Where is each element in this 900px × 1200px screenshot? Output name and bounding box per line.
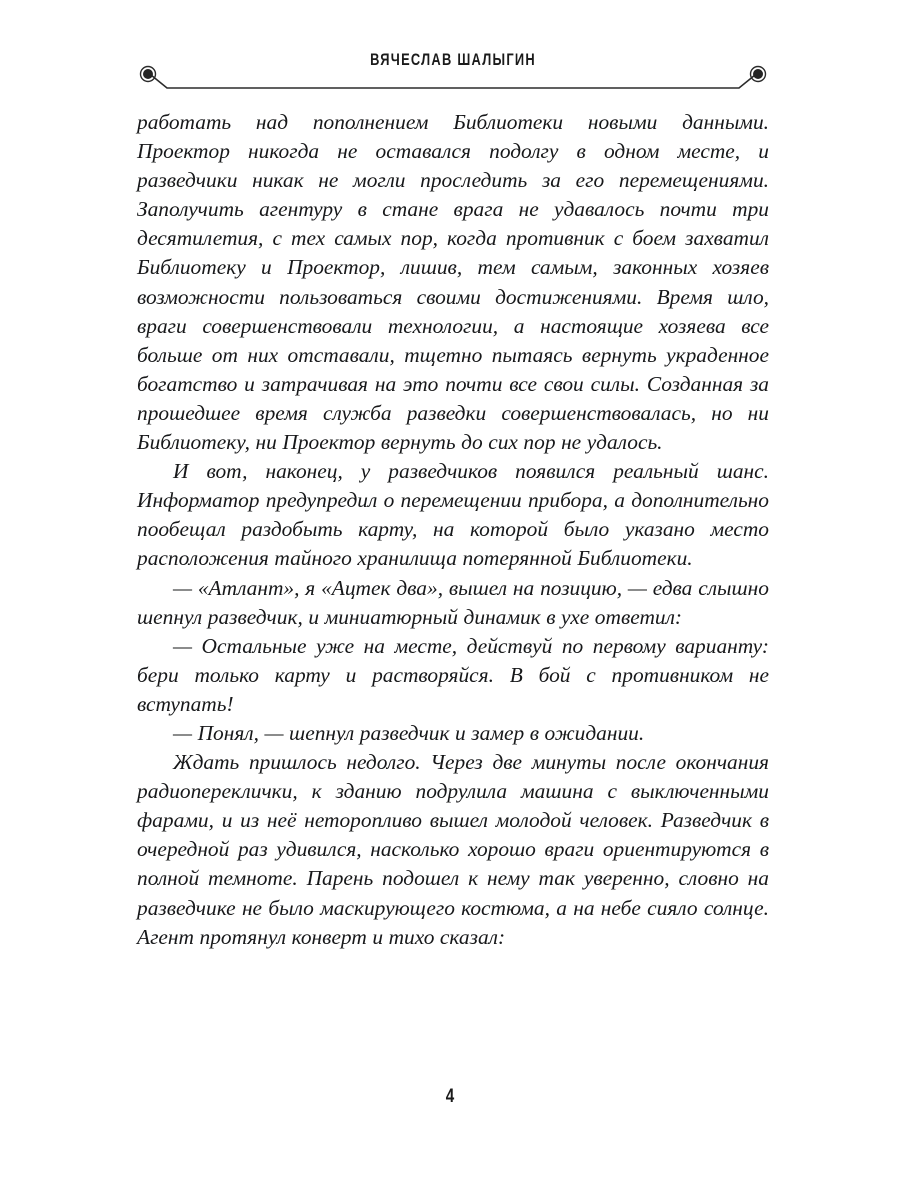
- header-left-dot-icon: [143, 69, 153, 79]
- paragraph: И вот, наконец, у разведчиков появился реальный шанс. Информатор предупредил о перемещении прибора, а дополнительно пообещал раздобыть карту, на которой было указано место расположения тайного хранилища потерянной Библиотеки.: [137, 459, 769, 571]
- paragraph-dialogue: — Остальные уже на месте, действуй по первому варианту: бери только карту и растворяйся. В бой с противником не вступать!: [137, 633, 769, 716]
- paragraph: работать над пополнением Библиотеки новыми данными. Проектор никогда не оставался подолгу в одном месте, и разведчики никак не могли проследить за его перемещениями. Заполучить агентуру в стане врага не удавалось почти три десятилетия, с тех самых пор, когда противник с боем захватил Библиотеку и Проектор, лишив, тем самым, законных хозяев возможности пользоваться своими достижениями. Время шло, враги совершенствовали технологии, а настоящие хозяева все больше от них отставали, тщетно пытаясь вернуть украденное богатство и затрачивая на это почти все свои силы. Созданная за прошедшее время служба разведки совершенствовалась, но ни Библиотеку, ни Проектор вернуть до сих пор не удалось.: [137, 110, 769, 455]
- paragraph-dialogue: — «Атлант», я «Ацтек два», вышел на позицию, — едва слышно шепнул разведчик, и миниатюрный динамик в ухе ответил:: [137, 575, 769, 629]
- paragraph-dialogue: — Понял, — шепнул разведчик и замер в ожидании.: [173, 720, 645, 745]
- header-right-dot-icon: [753, 69, 763, 79]
- page-number: 4: [445, 1086, 455, 1107]
- running-head: [137, 50, 769, 94]
- author-running-title: ВЯЧЕСЛАВ ШАЛЫГИН: [370, 51, 536, 69]
- body-text-block: [137, 108, 769, 952]
- paragraph: Ждать пришлось недолго. Через две минуты после окончания радиопереклички, к зданию подрулила машина с выключенными фарами, и из неё неторопливо вышел молодой человек. Разведчик в очередной раз удивился, насколько хорошо враги ориентируются в полной темноте. Парень подошел к нему так уверенно, словно на разведчике не было маскирующего костюма, а на небе сияло солнце. Агент протянул конверт и тихо сказал:: [137, 750, 769, 949]
